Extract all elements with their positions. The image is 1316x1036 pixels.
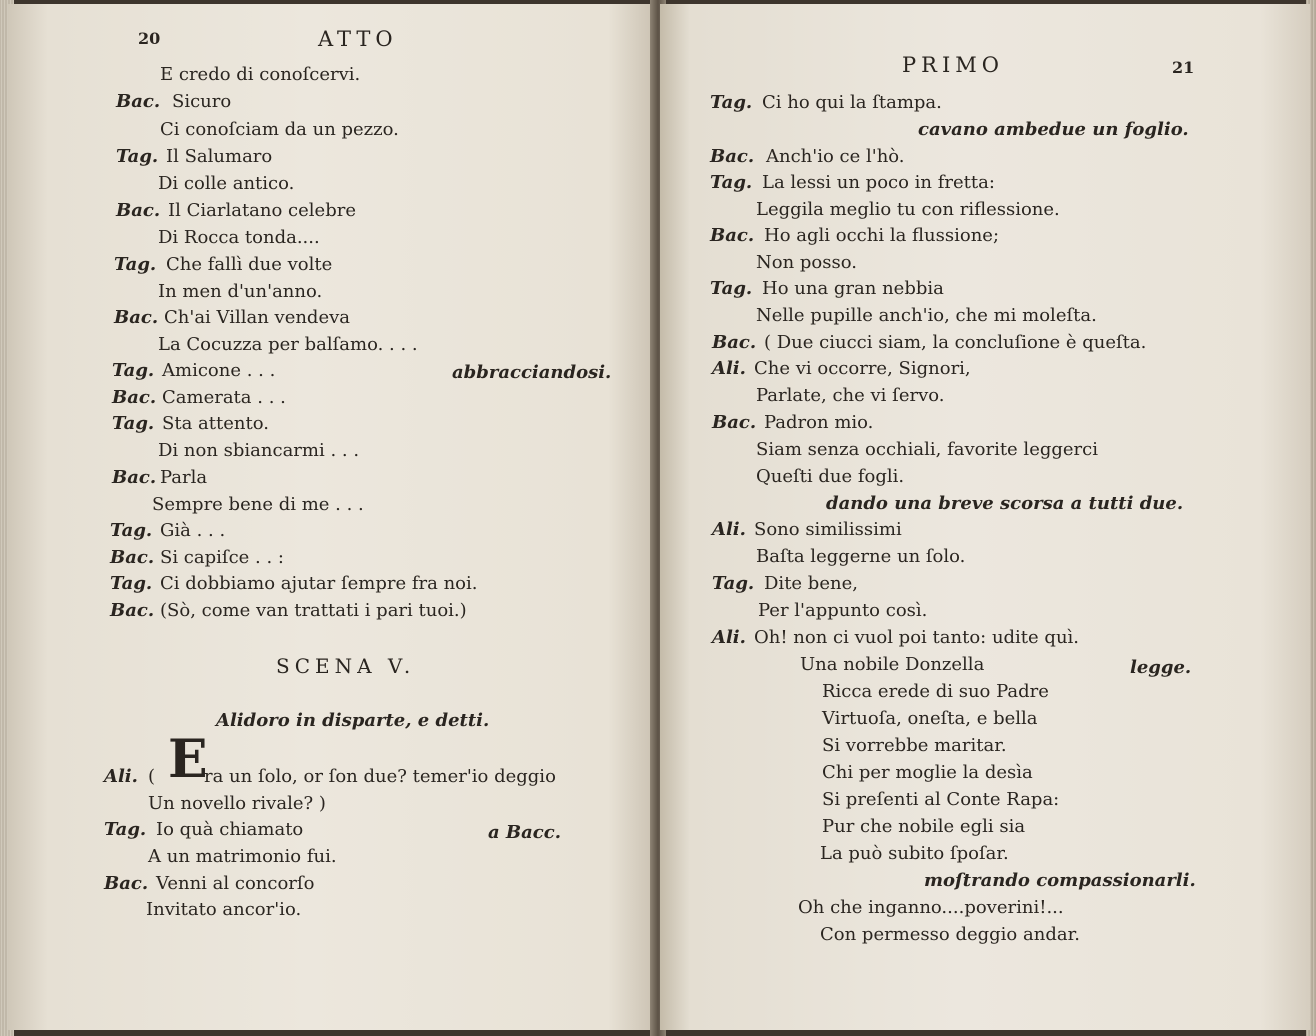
verse-line: La Cocuzza per balſamo. . . . xyxy=(158,334,418,355)
verse-line: In men d'un'anno. xyxy=(158,281,323,302)
speaker-label: Bac. xyxy=(114,307,159,328)
verse-line: Il Salumaro xyxy=(166,146,273,167)
verse-line: Ci conoſciam da un pezzo. xyxy=(160,119,399,140)
speaker-label: Ali. xyxy=(712,358,746,379)
verse-line: Ho una gran nebbia xyxy=(762,278,944,299)
verse-line: Oh! non ci vuol poi tanto: udite quì. xyxy=(754,627,1080,648)
verse-line: Io quà chiamato xyxy=(156,819,304,840)
verse-line: Di non sbiancarmi . . . xyxy=(158,440,360,461)
speaker-label: Bac. xyxy=(112,387,157,408)
running-head: PRIMO xyxy=(902,53,1004,77)
verse-line: Amicone . . . xyxy=(162,360,276,381)
verse-line: Chi per moglie la desìa xyxy=(822,762,1033,783)
speaker-label: Tag. xyxy=(116,146,159,167)
verse-line: Sempre bene di me . . . xyxy=(152,494,364,515)
verse-line: La lessi un poco in fretta: xyxy=(762,172,995,193)
verse-line: Che vi occorre, Signori, xyxy=(754,358,971,379)
speaker-label: Tag. xyxy=(112,360,155,381)
verse-line: Dite bene, xyxy=(764,573,858,594)
speaker-label: Bac. xyxy=(116,91,161,112)
stage-direction: cavano ambedue un foglio. xyxy=(918,119,1189,140)
verse-line: Ho agli occhi la flussione; xyxy=(764,225,1000,246)
speaker-label: Bac. xyxy=(712,332,757,353)
verse-line: Leggila meglio tu con riflessione. xyxy=(756,199,1060,220)
verse-line: A un matrimonio fui. xyxy=(148,846,337,867)
stage-direction: dando una breve scorsa a tutti due. xyxy=(826,493,1184,514)
speaker-label: Tag. xyxy=(710,92,753,113)
verse-line: Si capiſce . . : xyxy=(160,547,284,568)
speaker-label: Bac. xyxy=(712,412,757,433)
verse-line: Venni al concorſo xyxy=(156,873,315,894)
verse-line: Sta attento. xyxy=(162,413,269,434)
speaker-label: Bac. xyxy=(710,225,755,246)
verse-line: Siam senza occhiali, favorite leggerci xyxy=(756,439,1098,460)
speaker-label: Bac. xyxy=(110,600,155,621)
verse-line: Non posso. xyxy=(756,252,857,273)
verse-line: Si preſenti al Conte Rapa: xyxy=(822,789,1060,810)
scene-direction: Alidoro in disparte, e detti. xyxy=(216,710,490,731)
verse-line: Anch'io ce l'hò. xyxy=(766,146,905,167)
stage-direction: abbracciandosi. xyxy=(452,362,612,383)
verse-line: ra un ſolo, or ſon due? temer'io deggio xyxy=(204,766,556,787)
verse-line: Un novello rivale? ) xyxy=(148,793,326,814)
verse-line: Nelle pupille anch'io, che mi moleſta. xyxy=(756,305,1097,326)
right-page xyxy=(660,4,1310,1030)
verse-line: Per l'appunto così. xyxy=(758,600,928,621)
verse-line: Di Rocca tonda.... xyxy=(158,227,320,248)
verse-line: Padron mio. xyxy=(764,412,874,433)
speaker-label: Tag. xyxy=(110,573,153,594)
speaker-label: Tag. xyxy=(114,254,157,275)
speaker-label: Bac. xyxy=(104,873,149,894)
running-head: ATTO xyxy=(318,27,398,51)
drop-cap: E xyxy=(168,729,208,790)
left-page xyxy=(8,4,658,1030)
verse-line: Una nobile Donzella xyxy=(800,654,985,675)
speaker-label: Tag. xyxy=(710,172,753,193)
verse-line: E credo di conoſcervi. xyxy=(160,64,361,85)
verse-line: ( Due ciucci siam, la concluſione è queſta. xyxy=(764,332,1147,353)
verse-line: Virtuoſa, oneſta, e bella xyxy=(822,708,1038,729)
verse-line: Ci dobbiamo ajutar ſempre fra noi. xyxy=(160,573,478,594)
speaker-label: Bac. xyxy=(710,146,755,167)
speaker-label: Bac. xyxy=(110,547,155,568)
verse-line: Ci ho qui la ſtampa. xyxy=(762,92,942,113)
speaker-label: Ali. xyxy=(712,627,746,648)
speaker-label: Tag. xyxy=(710,278,753,299)
verse-line: Queſti due fogli. xyxy=(756,466,905,487)
speaker-label: Tag. xyxy=(104,819,147,840)
verse-line: Baſta leggerne un ſolo. xyxy=(756,546,966,567)
page-number: 20 xyxy=(138,29,161,48)
stage-direction: legge. xyxy=(1130,657,1192,678)
speaker-label: Tag. xyxy=(712,573,755,594)
speaker-label: Ali. xyxy=(104,766,138,787)
verse-line: Di colle antico. xyxy=(158,173,295,194)
verse-line: Invitato ancor'io. xyxy=(146,899,302,920)
speaker-label: Bac. xyxy=(112,467,157,488)
verse-line: La può subito ſpoſar. xyxy=(820,843,1009,864)
verse-line: Oh che inganno....poverini!... xyxy=(798,897,1064,918)
verse-line: (Sò, come van trattati i pari tuoi.) xyxy=(160,600,467,621)
scene-title: SCENA V. xyxy=(276,654,416,678)
verse-line: Pur che nobile egli sia xyxy=(822,816,1026,837)
page-number: 21 xyxy=(1172,58,1195,77)
verse-line: Camerata . . . xyxy=(162,387,286,408)
verse-line: Sicuro xyxy=(172,91,232,112)
verse-line: Ricca erede di suo Padre xyxy=(822,681,1049,702)
speaker-label: Tag. xyxy=(110,520,153,541)
stage-direction: a Bacc. xyxy=(488,822,561,843)
open-paren: ( xyxy=(148,766,156,787)
stage-direction: moſtrando compassionarli. xyxy=(924,870,1196,891)
verse-line: Si vorrebbe maritar. xyxy=(822,735,1007,756)
verse-line: Parlate, che vi ſervo. xyxy=(756,385,945,406)
speaker-label: Ali. xyxy=(712,519,746,540)
verse-line: Ch'ai Villan vendeva xyxy=(164,307,351,328)
verse-line: Già . . . xyxy=(160,520,226,541)
verse-line: Che fallì due volte xyxy=(166,254,333,275)
speaker-label: Bac. xyxy=(116,200,161,221)
verse-line: Il Ciarlatano celebre xyxy=(168,200,356,221)
speaker-label: Tag. xyxy=(112,413,155,434)
verse-line: Con permesso deggio andar. xyxy=(820,924,1080,945)
verse-line: Parla xyxy=(160,467,208,488)
verse-line: Sono similissimi xyxy=(754,519,902,540)
